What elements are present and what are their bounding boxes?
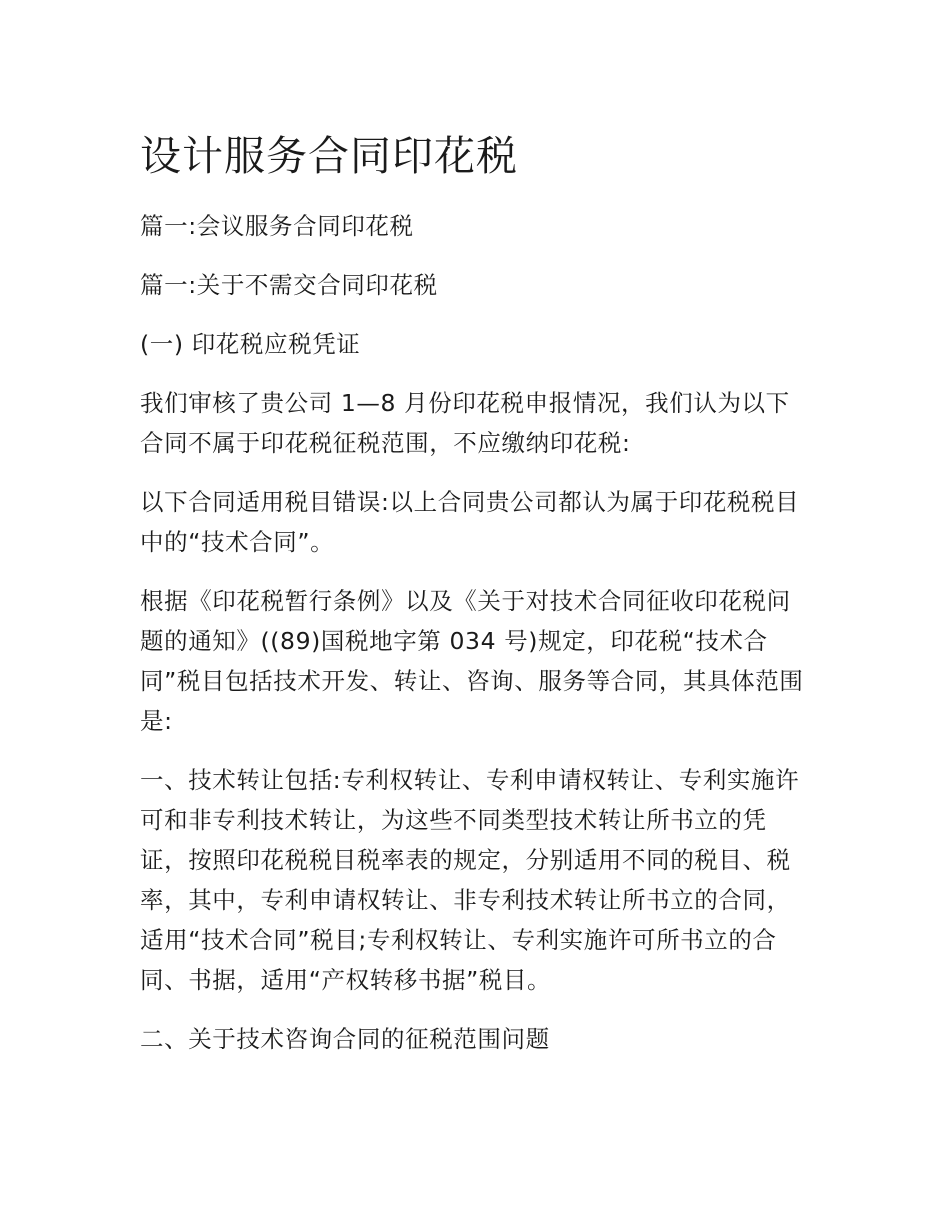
body-paragraph-regulation: 根据《印花税暂行条例》以及《关于对技术合同征收印花税问题的通知》((89)国税地字第 034 号)规定，印花税“技术合同”税目包括技术开发、转让、咨询、服务等合同，其具体范围是: <box>140 587 804 735</box>
body-paragraph-transfer: 一、技术转让包括:专利权转让、专利申请权转让、专利实施许可和非专利技术转让，为这些不同类型技术转让所书立的凭证，按照印花税税目税率表的规定，分别适用不同的税目、税率，其中，专利申请权转让、非专利技术转让所书立的合同，适用“技术合同”税目;专利权转让、专利实施许可所书立的合同、书据，适用“产权转移书据”税目。 <box>140 766 800 994</box>
body-paragraph-wrong-item: 以下合同适用税目错误:以上合同贵公司都认为属于印花税税目中的“技术合同”。 <box>140 488 800 556</box>
document-page <box>140 128 812 1078</box>
heading-paragraph-1: 篇一:会议服务合同印花税 <box>140 212 414 240</box>
body-paragraph-audit: 我们审核了贵公司 1—8 月份印花税申报情况，我们认为以下合同不属于印花税征税范围，不应缴纳印花税: <box>140 389 790 457</box>
section-heading: (一) 印花税应税凭证 <box>140 330 361 358</box>
body-paragraph-consulting: 二、关于技术咨询合同的征税范围问题 <box>140 1025 550 1053</box>
document-title: 设计服务合同印花税 <box>140 132 518 180</box>
heading-paragraph-2: 篇一:关于不需交合同印花税 <box>140 271 438 299</box>
